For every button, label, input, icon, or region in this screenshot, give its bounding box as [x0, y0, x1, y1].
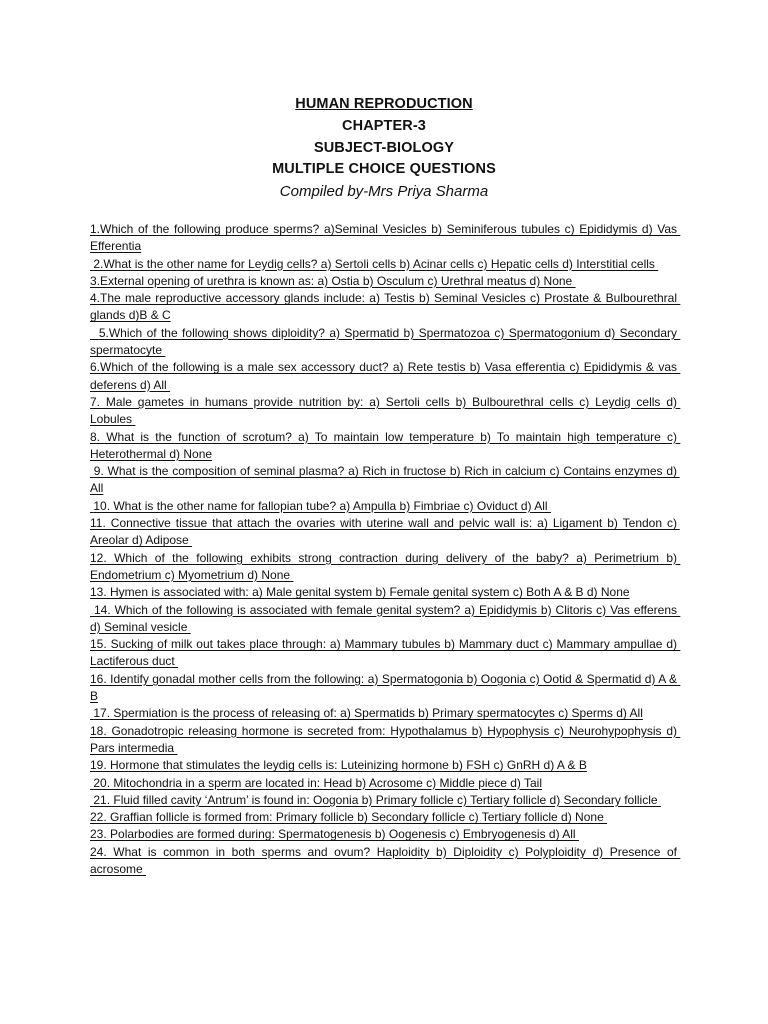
question-7: 7. Male gametes in humans provide nutrition by: a) Sertoli cells b) Bulbourethral cells c) Leydig cells d) Lobules: [90, 394, 681, 427]
question-22: 22. Graffian follicle is formed from: Primary follicle b) Secondary follicle c) Tertiary follicle d) None: [90, 810, 608, 825]
document-title: HUMAN REPRODUCTION: [295, 96, 473, 112]
question-23: 23. Polarbodies are formed during: Spermatogenesis b) Oogenesis c) Embryogenesis d) All: [90, 827, 579, 842]
compiled-by-line: Compiled by-Mrs Priya Sharma: [279, 183, 489, 201]
question-20: 20. Mitochondria in a sperm are located in: Head b) Acrosome c) Middle piece d) Tail: [90, 775, 543, 790]
question-13: 13. Hymen is associated with: a) Male genital system b) Female genital system c) Both A & B d) None: [90, 585, 630, 600]
document-header: [0, 94, 768, 203]
question-18: 18. Gonadotropic releasing hormone is secreted from: Hypothalamus b) Hypophysis c) Neurohypophysis d) Pars intermedia: [90, 723, 681, 755]
question-24: 24. What is common in both sperms and ovum? Haploidity b) Diploidity c) Polyploidity d) Presence of acrosome: [90, 844, 681, 876]
question-15: 15. Sucking of milk out takes place through: a) Mammary tubules b) Mammary duct c) Mammary ampullae d) Lactiferous duct: [90, 637, 681, 669]
question-4: 4.The male reproductive accessory glands include: a) Testis b) Seminal Vesicles c) Prostate & Bulbourethral glands d)B & C: [90, 291, 681, 323]
question-17: 17. Spermiation is the process of releasing of: a) Spermatids b) Primary spermatocytes c) Sperms d) All: [90, 706, 643, 721]
question-11: 11. Connective tissue that attach the ovaries with uterine wall and pelvic wall is: a) Ligament b) Tendon c) Areolar d) Adipose: [90, 516, 680, 548]
question-2: 2.What is the other name for Leydig cells? a) Sertoli cells b) Acinar cells c) Hepatic cells d) Interstitial cells: [90, 256, 659, 271]
question-21: 21. Fluid filled cavity ‘Antrum’ is found in: Oogonia b) Primary follicle c) Tertiary follicle d) Secondary follicle: [90, 792, 661, 807]
question-5: 5.Which of the following shows diploidity? a) Spermatid b) Spermatozoa c) Spermatogonium d) Secondary spermatocyte: [90, 325, 681, 358]
question-19: 19. Hormone that stimulates the leydig cells is: Luteinizing hormone b) FSH c) GnRH d) A & B: [90, 758, 587, 773]
question-14: 14. Which of the following is associated with female genital system? a) Epididymis b) Clitoris c) Vas efferens d) Seminal vesicle: [90, 602, 681, 634]
question-6: 6.Which of the following is a male sex accessory duct? a) Rete testis b) Vasa efferentia c) Epididymis & vas deferens d) All: [90, 360, 681, 392]
question-10: 10. What is the other name for fallopian tube? a) Ampulla b) Fimbriae c) Oviduct d) All: [90, 498, 551, 513]
question-3: 3.External opening of urethra is known as: a) Ostia b) Osculum c) Urethral meatus d) None: [90, 273, 576, 288]
question-12: 12. Which of the following exhibits strong contraction during delivery of the baby? a) Perimetrium b) Endometrium c) Myometrium d) None: [90, 550, 681, 582]
question-8: 8. What is the function of scrotum? a) To maintain low temperature b) To maintain high temperature c) Heterothermal d) None: [90, 429, 681, 461]
chapter-label: CHAPTER-3: [342, 117, 426, 134]
question-1: 1.Which of the following produce sperms? a)Seminal Vesicles b) Seminiferous tubules c) Epididymis d) Vas Efferentia: [90, 222, 681, 254]
question-9: 9. What is the composition of seminal plasma? a) Rich in fructose b) Rich in calcium c) Contains enzymes d) All: [90, 464, 680, 496]
question-list: [90, 221, 681, 878]
question-16: 16. Identify gonadal mother cells from the following: a) Spermatogonia b) Oogonia c) Ootid & Spermatid d) A & B: [90, 671, 681, 704]
subject-label: SUBJECT-BIOLOGY: [313, 139, 455, 156]
section-heading: MULTIPLE CHOICE QUESTIONS: [272, 161, 496, 178]
